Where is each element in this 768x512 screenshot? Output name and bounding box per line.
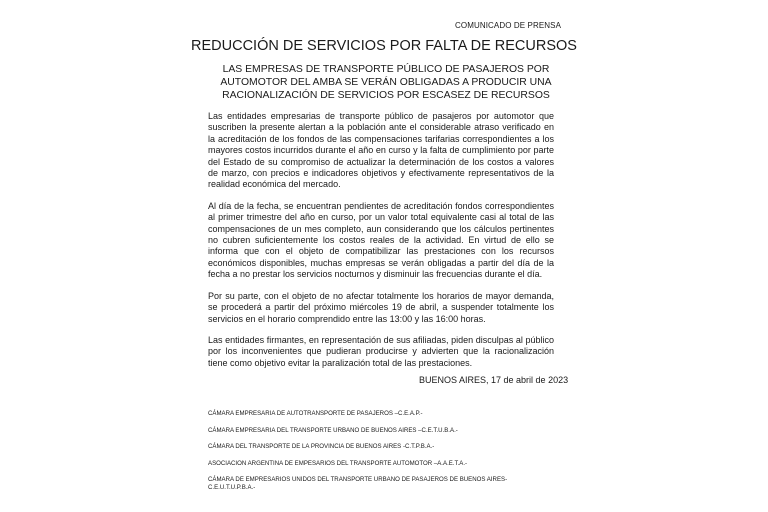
signatory-item: CÁMARA DEL TRANSPORTE DE LA PROVINCIA DE BUENOS AIRES -C.T.P.B.A.- [208, 443, 435, 450]
body-paragraph: Al día de la fecha, se encuentran pendientes de acreditación fondos correspondientes al primer trimestre del año en curso, por un valor total equivalente casi al total de las compensaciones de un mes completo, aun considerando que los cálculos pertinentes no cubren suficientemente los costos reales de la actividad. En virtud de ello se informa que con el objeto de compatibilizar las prestaciones con los recursos económicos disponibles, muchas empresas se verán obligadas a partir del día de la fecha a no prestar los servicios nocturnos y disminuir las frecuencias durante el día. [208, 200, 554, 280]
body-paragraph: Las entidades empresarias de transporte público de pasajeros por automotor que suscriben la presente alertan a la población ante el considerable atraso verificado en la acreditación de los fondos de las compensaciones tarifarias correspondientes a los mayores costos incurridos durante el año en curso y la falta de cumplimiento por parte del Estado de su compromiso de actualizar la determinación de los costos a valores de marzo, con precios e indicadores objetivos y efectivamente representativos de la realidad económica del mercado. [208, 111, 554, 190]
body-paragraph: Las entidades firmantes, en representación de sus afiliadas, piden disculpas al público por los inconvenientes que pudieran producirse y advierten que la racionalización tiene como objetivo evitar la paralización total de las prestaciones. [208, 334, 554, 368]
dateline: BUENOS AIRES, 17 de abril de 2023 [419, 375, 569, 385]
signatory-item: CÁMARA EMPRESARIA DE AUTOTRANSPORTE DE PASAJEROS –C.E.A.P.- [208, 410, 423, 417]
document-title: REDUCCIÓN DE SERVICIOS POR FALTA DE RECURSOS [191, 38, 577, 54]
signatory-item: CÁMARA EMPRESARIA DEL TRANSPORTE URBANO DE BUENOS AIRES –C.E.T.U.B.A.- [208, 426, 458, 434]
document-label: COMUNICADO DE PRENSA [455, 21, 562, 30]
body-paragraph: Por su parte, con el objeto de no afectar totalmente los horarios de mayor demanda, se procederá a partir del próximo miércoles 19 de abril, a suspender totalmente los servicios en el horario comprendido entre las 13:00 y las 16:00 horas. [208, 290, 554, 324]
signatory-item: ASOCIACION ARGENTINA DE EMPESARIOS DEL TRANSPORTE AUTOMOTOR –A.A.E.T.A.- [208, 459, 468, 467]
signatories-list [208, 410, 528, 500]
document-subtitle: LAS EMPRESAS DE TRANSPORTE PÚBLICO DE PASAJEROS POR AUTOMOTOR DEL AMBA SE VERÁN OBLIGADAS A PRODUCIR UNA RACIONALIZACIÓN DE SERVICIOS POR ESCASEZ DE RECURSOS [220, 64, 552, 101]
body-text [208, 111, 554, 379]
signatory-item: CÁMARA DE EMPRESARIOS UNIDOS DEL TRANSPORTE URBANO DE PASAJEROS DE BUENOS AIRES-C.E.U.T.U.P.B.A.- [208, 476, 508, 491]
